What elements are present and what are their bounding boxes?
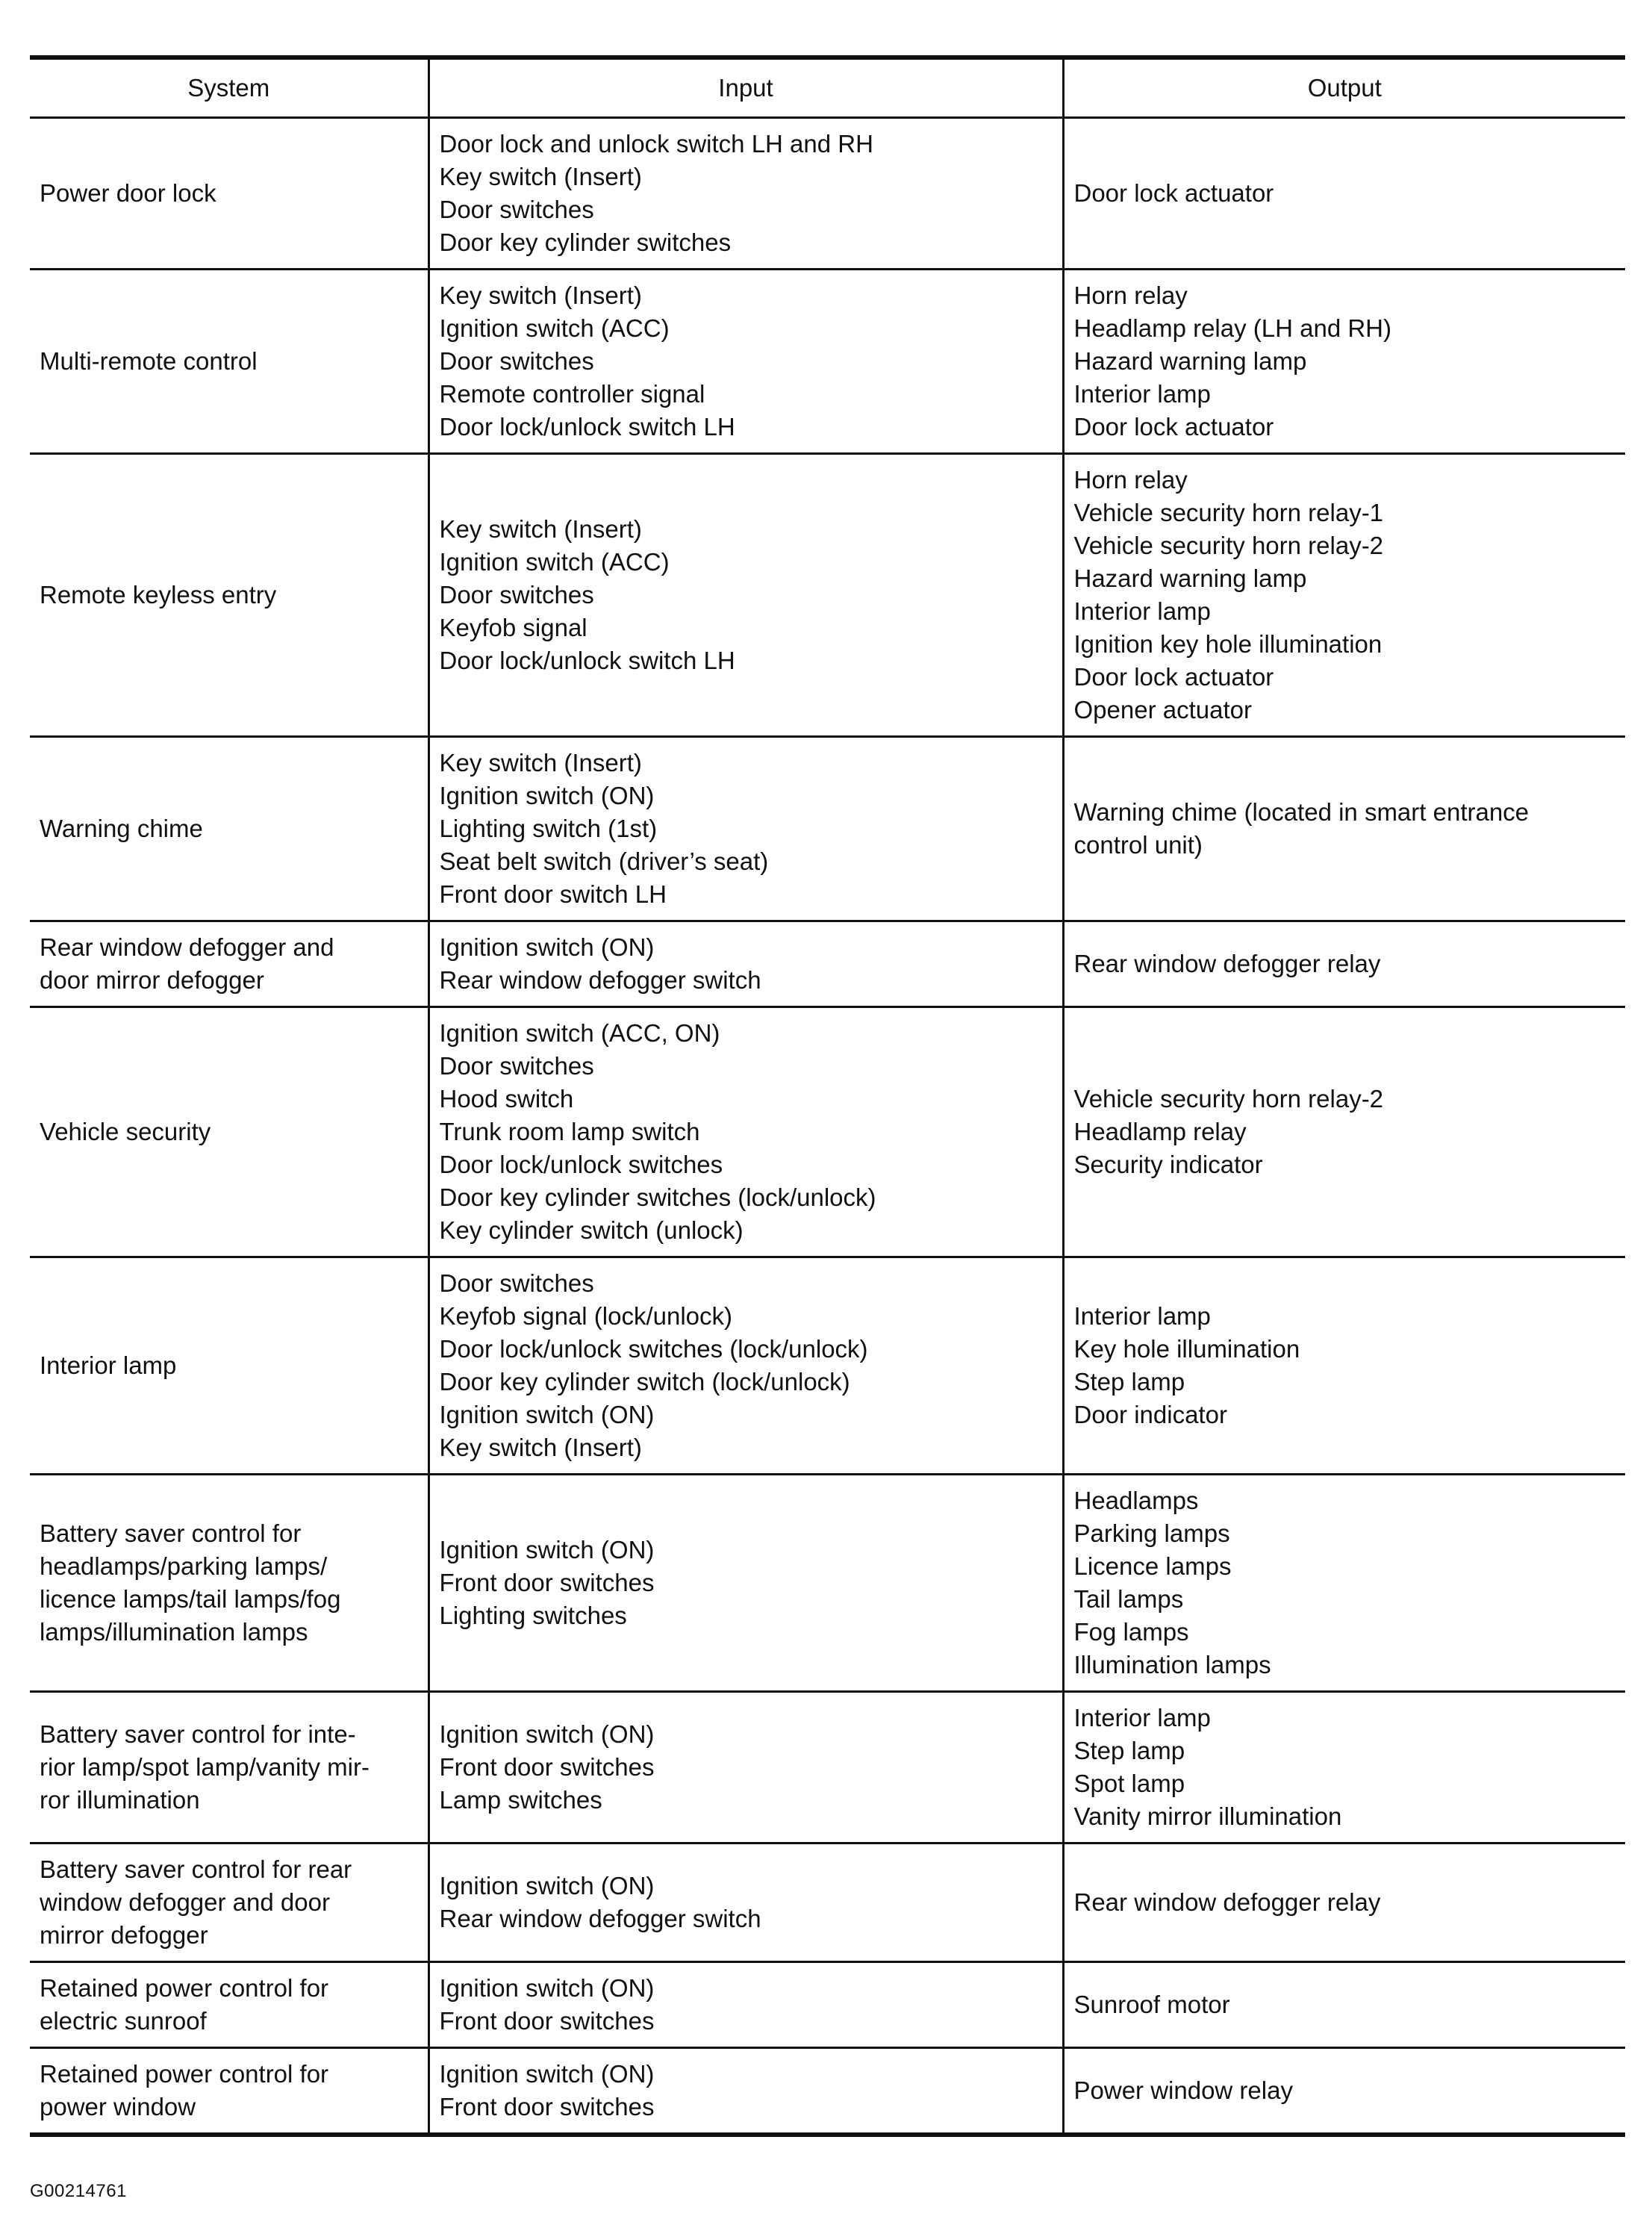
header-system: System: [30, 57, 428, 117]
input-line: Door key cylinder switches (lock/unlock): [439, 1183, 876, 1211]
input-line: Ignition switch (ON): [439, 1871, 655, 1899]
output-line: Hazard warning lamp: [1073, 346, 1307, 375]
system-lines: [40, 1853, 419, 1952]
input-cell: [428, 1474, 1063, 1691]
input-line: Front door switches: [439, 1568, 655, 1596]
system-lines: [40, 579, 419, 612]
system-lines: [40, 2058, 419, 2123]
input-line: Lighting switches: [439, 1601, 627, 1629]
output-line: Fog lamps: [1073, 1617, 1189, 1646]
output-line: Headlamps: [1073, 1486, 1199, 1514]
system-cell: [30, 1006, 428, 1257]
system-lines: [40, 1349, 419, 1382]
system-lines: [40, 177, 419, 210]
input-line: Key switch (Insert): [439, 514, 642, 543]
system-line: Rear window defogger and: [40, 933, 334, 961]
input-cell: [428, 117, 1063, 269]
system-line: Battery saver control for rear: [40, 1855, 352, 1883]
system-line: headlamps/parking lamps/: [40, 1552, 328, 1580]
output-line: Warning chime (located in smart entrance: [1073, 797, 1530, 826]
output-cell: [1063, 1961, 1625, 2047]
input-line: Seat belt switch (driver’s seat): [439, 847, 769, 875]
system-line: Battery saver control for inte-: [40, 1720, 356, 1748]
system-cell: [30, 269, 428, 453]
table-row: [30, 736, 1625, 921]
output-line: Door lock actuator: [1073, 662, 1274, 691]
table-row: [30, 1691, 1625, 1843]
table-row: [30, 1474, 1625, 1691]
input-line: Ignition switch (ON): [439, 1400, 655, 1428]
input-lines: [440, 1718, 1053, 1817]
system-lines: [40, 345, 419, 378]
output-lines: [1074, 1988, 1617, 2021]
system-cell: [30, 1257, 428, 1474]
output-cell: [1063, 1843, 1625, 1961]
input-cell: [428, 453, 1063, 736]
input-cell: [428, 736, 1063, 921]
input-lines: [440, 1870, 1053, 1935]
system-line: ror illumination: [40, 1785, 200, 1814]
systems-table-container: [30, 55, 1625, 2137]
input-line: Remote controller signal: [439, 379, 705, 408]
output-line: Power window relay: [1073, 2076, 1293, 2104]
input-cell: [428, 1006, 1063, 1257]
input-lines: [440, 1534, 1053, 1632]
input-line: Door switches: [439, 580, 594, 609]
input-line: Lamp switches: [439, 1785, 602, 1814]
system-cell: [30, 1691, 428, 1843]
system-line: Battery saver control for: [40, 1519, 302, 1547]
input-line: Door lock/unlock switch LH: [439, 646, 735, 674]
output-lines: [1074, 279, 1617, 444]
input-lines: [440, 747, 1053, 911]
system-line: licence lamps/tail lamps/fog: [40, 1584, 341, 1613]
input-line: Rear window defogger switch: [439, 1904, 761, 1932]
input-line: Rear window defogger switch: [439, 965, 761, 994]
output-lines: [1074, 1886, 1617, 1919]
output-line: Hazard warning lamp: [1073, 564, 1307, 592]
system-line: Power door lock: [40, 178, 216, 207]
input-line: Ignition switch (ON): [439, 1973, 655, 2002]
table-header: [30, 57, 1625, 117]
input-lines: [440, 128, 1053, 259]
output-line: Headlamp relay (LH and RH): [1073, 314, 1392, 342]
input-cell: [428, 269, 1063, 453]
input-line: Door lock/unlock switches (lock/unlock): [439, 1334, 868, 1363]
system-line: lamps/illumination lamps: [40, 1617, 308, 1646]
input-line: Ignition switch (ON): [439, 1720, 655, 1748]
table-row: [30, 1843, 1625, 1961]
output-lines: [1074, 796, 1617, 862]
input-line: Front door switch LH: [439, 880, 667, 908]
output-cell: [1063, 1691, 1625, 1843]
input-line: Key switch (Insert): [439, 748, 642, 777]
output-lines: [1074, 948, 1617, 980]
output-cell: [1063, 117, 1625, 269]
input-line: Key switch (Insert): [439, 162, 642, 190]
output-line: Key hole illumination: [1073, 1334, 1300, 1363]
input-line: Ignition switch (ON): [439, 933, 655, 961]
input-line: Front door switches: [439, 2092, 655, 2121]
header-row: [30, 57, 1625, 117]
input-line: Hood switch: [439, 1084, 574, 1113]
system-lines: [40, 1972, 419, 2038]
output-line: Vehicle security horn relay-1: [1073, 498, 1384, 526]
system-line: electric sunroof: [40, 2006, 207, 2035]
input-line: Door switches: [439, 346, 594, 375]
header-input: Input: [428, 57, 1063, 117]
system-cell: [30, 1843, 428, 1961]
output-line: Illumination lamps: [1073, 1650, 1271, 1678]
table-row: [30, 1961, 1625, 2047]
input-cell: [428, 921, 1063, 1006]
input-cell: [428, 1961, 1063, 2047]
output-line: Vehicle security horn relay-2: [1073, 1084, 1384, 1113]
output-lines: [1074, 464, 1617, 726]
input-lines: [440, 1972, 1053, 2038]
input-line: Door lock/unlock switches: [439, 1150, 723, 1178]
system-line: Vehicle security: [40, 1117, 211, 1145]
table-row: [30, 1006, 1625, 1257]
input-line: Trunk room lamp switch: [439, 1117, 700, 1145]
output-line: Headlamp relay: [1073, 1117, 1247, 1145]
input-line: Key cylinder switch (unlock): [439, 1216, 744, 1244]
system-lines: [40, 1718, 419, 1817]
system-line: Retained power control for: [40, 2059, 329, 2088]
input-cell: [428, 1691, 1063, 1843]
output-line: Door lock actuator: [1073, 412, 1274, 441]
system-line: Interior lamp: [40, 1351, 177, 1379]
table-row: [30, 453, 1625, 736]
table-row: [30, 921, 1625, 1006]
system-line: Warning chime: [40, 814, 203, 842]
input-line: Ignition switch (ACC, ON): [439, 1018, 720, 1047]
input-line: Ignition switch (ACC): [439, 314, 670, 342]
input-line: Ignition switch (ON): [439, 2059, 655, 2088]
system-line: Retained power control for: [40, 1973, 329, 2002]
input-line: Door key cylinder switch (lock/unlock): [439, 1367, 850, 1396]
output-lines: [1074, 1484, 1617, 1681]
input-line: Door switches: [439, 195, 594, 223]
output-line: Spot lamp: [1073, 1769, 1185, 1797]
input-line: Keyfob signal (lock/unlock): [439, 1301, 733, 1330]
output-line: Vanity mirror illumination: [1073, 1802, 1342, 1830]
output-cell: [1063, 269, 1625, 453]
output-cell: [1063, 2047, 1625, 2135]
output-cell: [1063, 736, 1625, 921]
output-line: Door lock actuator: [1073, 178, 1274, 207]
system-lines: [40, 1116, 419, 1148]
system-line: Multi-remote control: [40, 346, 258, 375]
system-cell: [30, 117, 428, 269]
table-row: [30, 2047, 1625, 2135]
input-line: Ignition switch (ACC): [439, 547, 670, 576]
input-line: Door switches: [439, 1269, 594, 1297]
table-row: [30, 117, 1625, 269]
input-line: Ignition switch (ON): [439, 781, 655, 809]
input-cell: [428, 2047, 1063, 2135]
system-cell: [30, 736, 428, 921]
output-lines: [1074, 1702, 1617, 1833]
input-line: Lighting switch (1st): [439, 814, 658, 842]
input-cell: [428, 1257, 1063, 1474]
input-lines: [440, 1267, 1053, 1464]
systems-table: [30, 55, 1625, 2137]
input-line: Keyfob signal: [439, 613, 587, 641]
system-cell: [30, 1474, 428, 1691]
output-line: Interior lamp: [1073, 597, 1211, 625]
system-line: mirror defogger: [40, 1920, 208, 1949]
input-lines: [440, 931, 1053, 997]
output-line: control unit): [1073, 830, 1203, 859]
output-line: Rear window defogger relay: [1073, 949, 1381, 977]
input-lines: [440, 2058, 1053, 2123]
output-line: Sunroof motor: [1073, 1990, 1230, 2018]
output-line: Step lamp: [1073, 1736, 1185, 1764]
system-line: power window: [40, 2092, 196, 2121]
header-output: Output: [1063, 57, 1625, 117]
output-line: Security indicator: [1073, 1150, 1263, 1178]
output-line: Opener actuator: [1073, 695, 1252, 724]
output-lines: [1074, 1083, 1617, 1181]
output-line: Interior lamp: [1073, 1301, 1211, 1330]
input-line: Key switch (Insert): [439, 1433, 642, 1461]
input-line: Door switches: [439, 1051, 594, 1080]
table-row: [30, 1257, 1625, 1474]
input-line: Ignition switch (ON): [439, 1535, 655, 1564]
output-lines: [1074, 177, 1617, 210]
system-line: window defogger and door: [40, 1888, 330, 1916]
output-line: Horn relay: [1073, 281, 1188, 309]
system-cell: [30, 2047, 428, 2135]
system-line: rior lamp/spot lamp/vanity mir-: [40, 1752, 370, 1781]
table-row: [30, 269, 1625, 453]
input-lines: [440, 513, 1053, 677]
output-line: Parking lamps: [1073, 1519, 1230, 1547]
input-line: Door lock/unlock switch LH: [439, 412, 735, 441]
table-body: [30, 117, 1625, 2135]
input-line: Door key cylinder switches: [439, 228, 732, 256]
output-cell: [1063, 453, 1625, 736]
system-line: door mirror defogger: [40, 965, 264, 994]
input-line: Front door switches: [439, 1752, 655, 1781]
output-line: Step lamp: [1073, 1367, 1185, 1396]
system-lines: [40, 812, 419, 845]
output-line: Licence lamps: [1073, 1552, 1232, 1580]
input-lines: [440, 1017, 1053, 1247]
output-line: Interior lamp: [1073, 1703, 1211, 1731]
output-line: Tail lamps: [1073, 1584, 1184, 1613]
output-line: Ignition key hole illumination: [1073, 629, 1383, 658]
output-line: Vehicle security horn relay-2: [1073, 531, 1384, 559]
system-cell: [30, 1961, 428, 2047]
input-line: Key switch (Insert): [439, 281, 642, 309]
system-cell: [30, 921, 428, 1006]
system-line: Remote keyless entry: [40, 580, 277, 609]
output-lines: [1074, 2074, 1617, 2107]
input-lines: [440, 279, 1053, 444]
system-lines: [40, 1517, 419, 1649]
output-cell: [1063, 1474, 1625, 1691]
input-line: Front door switches: [439, 2006, 655, 2035]
output-lines: [1074, 1300, 1617, 1431]
output-cell: [1063, 921, 1625, 1006]
output-line: Interior lamp: [1073, 379, 1211, 408]
input-line: Door lock and unlock switch LH and RH: [439, 129, 873, 158]
input-cell: [428, 1843, 1063, 1961]
output-line: Rear window defogger relay: [1073, 1888, 1381, 1916]
output-cell: [1063, 1257, 1625, 1474]
figure-code: G00214761: [30, 2181, 127, 2201]
output-cell: [1063, 1006, 1625, 1257]
system-lines: [40, 931, 419, 997]
output-line: Door indicator: [1073, 1400, 1227, 1428]
system-cell: [30, 453, 428, 736]
output-line: Horn relay: [1073, 465, 1188, 494]
